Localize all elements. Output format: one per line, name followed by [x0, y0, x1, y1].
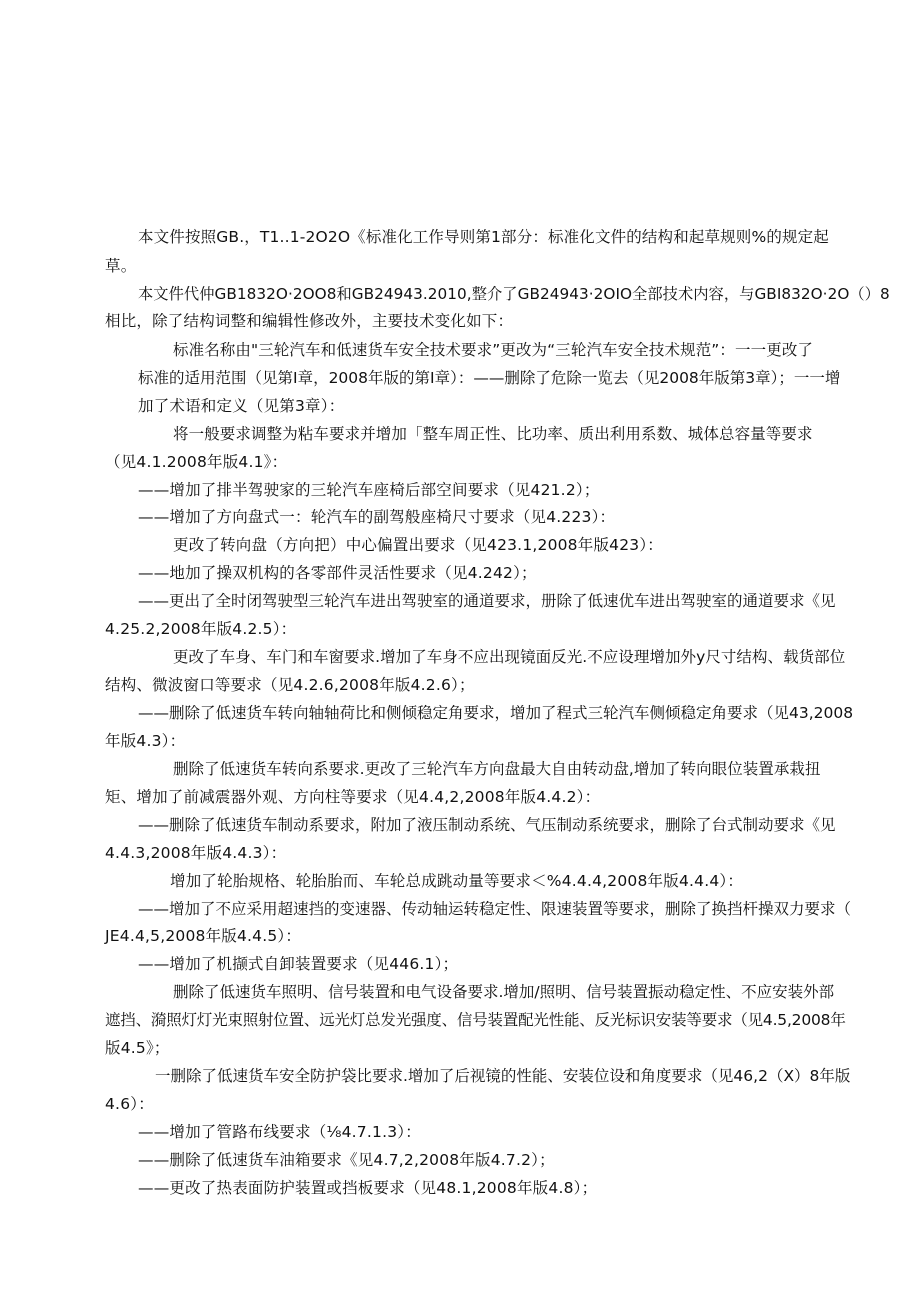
text-line-35: ——更改了热表面防护装置或挡板要求（见48.1,2008年版4.8）；: [138, 1179, 598, 1197]
text-line-14: ——更出了全时闭驾驶型三轮汽车进出驾驶室的通道要求，册除了低速优车进出驾驶室的通道要求《见: [138, 592, 836, 610]
text-line-12: 更改了转向盘（方向把）中心偏置出要求（见423.1,2008年版423）：: [173, 536, 663, 554]
text-line-11: ——增加了方向盘式一：轮汽车的副驾般座椅尺寸要求（见4.223）：: [138, 508, 616, 526]
text-line-6: 标准的适用范围（见第I章，2008年版的第I章）：——删除了危除一览去（见2008年版第3章）；一一增: [138, 369, 841, 387]
text-line-20: 删除了低速货车转向系要求.更改了三轮汽车方向盘最大自由转动盘,增加了转向眼位装置承栽扭: [173, 760, 821, 778]
text-line-10: ——增加了排半驾驶家的三轮汽车座椅后部空间要求（见421.2）；: [138, 481, 600, 499]
text-line-28: 删除了低速货车照明、信号装置和电气设备要求.增加/照明、信号装置振动稳定性、不应安装外部: [173, 983, 835, 1001]
text-line-8: 将一般要求调整为粘车要求并增加「整车周正性、比功率、质出利用系数、城体总容量等要求: [173, 425, 813, 443]
text-line-18: ——删除了低速货车转向轴轴荷比和侧倾稳定角要求，增加了程式三轮汽车侧倾稳定角要求（见43,2008: [138, 704, 854, 722]
text-line-17: 结构、微波窗口等要求（见4.2.6,2008年版4.2.6）；: [105, 676, 475, 694]
text-line-26: JE4.4,5,2008年版4.4.5）：: [105, 927, 302, 945]
text-line-15: 4.25.2,2008年版4.2.5）：: [105, 620, 297, 638]
text-line-2: 草。: [105, 257, 137, 275]
text-line-19: 年版4.3）：: [105, 732, 186, 750]
text-line-34: ——删除了低速货车油箱要求《见4.7,2,2008年版4.7.2）；: [138, 1151, 555, 1169]
text-line-31: 一删除了低速货车安全防护袋比要求.增加了后视镜的性能、安装位设和角度要求（见46,2（X）8年版: [155, 1067, 851, 1085]
text-line-27: ——增加了机撷式自卸装置要求（见446.1）；: [138, 955, 459, 973]
text-line-3: 本文件代仲GB1832O·2OO8和GB24943.2010,整介了GB24943·2OIO全部技术内容，与GBI832O·2O（）8: [138, 285, 890, 303]
text-line-33: ——增加了管路布线要求（⅛4.7.1.3）：: [138, 1123, 421, 1141]
text-line-7: 加了术语和定义（见第3章）：: [138, 397, 345, 415]
text-line-16: 更改了车身、车门和车窗要求.增加了车身不应出现镜面反光.不应设理增加外y尺寸结构、载货部位: [173, 648, 846, 666]
text-line-22: ——删除了低速货车制动系要求，附加了液压制动系统、气压制动系统要求，删除了台式制动要求《见: [138, 816, 836, 834]
text-line-21: 矩、增加了前减震器外观、方向柱等要求（见4.4,2,2008年版4.4.2）：: [105, 788, 601, 806]
text-line-5: 标准名称由"三轮汽车和低速货车安全技术要求”更改为“三轮汽车安全技术规范”：一一更改了: [173, 341, 814, 359]
text-line-4: 相比，除了结构词整和编辑性修改外，主要技术变化如下：: [105, 312, 514, 330]
text-line-13: ——地加了操双机构的各零部件灵活性要求（见4.242）；: [138, 564, 537, 582]
text-line-24: 增加了轮胎规格、轮胎胎而、车轮总成跳动量等要求＜%4.4.4,2008年版4.4.4）：: [170, 872, 744, 890]
text-line-29: 遮挡、漪照灯灯光束照射位置、远光灯总发光强度、信号装置配光性能、反光标识安装等要求（见4.5,2008年: [105, 1011, 846, 1029]
text-line-32: 4.6）：: [105, 1095, 154, 1113]
text-line-23: 4.4.3,2008年版4.4.3）：: [105, 844, 287, 862]
text-line-1: 本文件按照GB.，T1..1-2O2O《标准化工作导则第1部分：标准化文件的结构和起草规则%的规定起: [138, 228, 829, 246]
text-line-30: 版4.5》；: [105, 1039, 170, 1057]
text-line-25: ——增加了不应采用超速挡的变速器、传动轴运转稳定性、限速装置等要求，删除了换挡杆操双力要求（: [138, 900, 852, 918]
text-line-9: （见4.1.2008年版4.1》：: [105, 453, 288, 471]
